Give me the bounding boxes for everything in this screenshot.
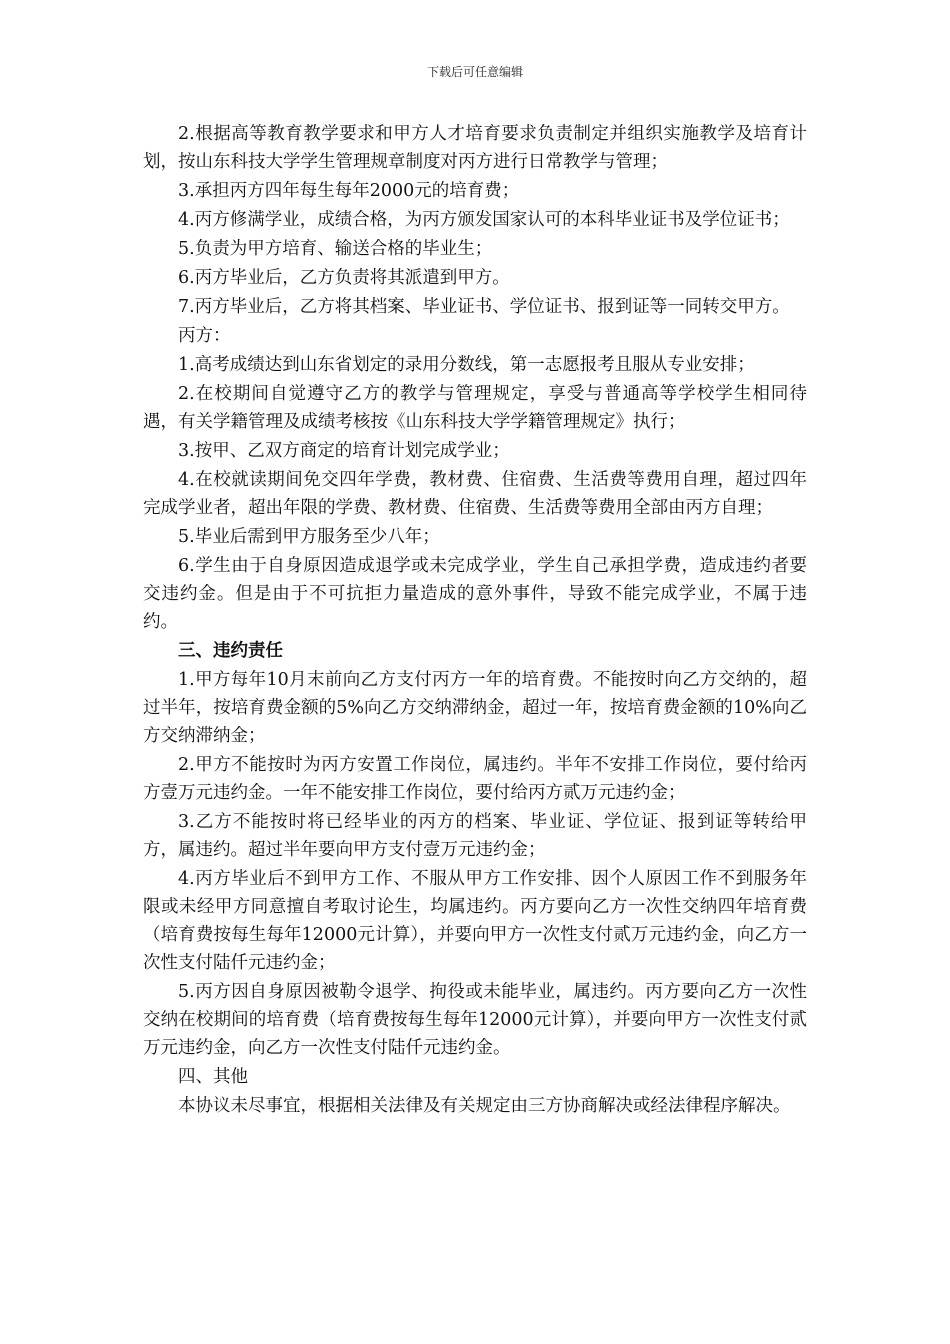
section-other-heading: 四、其他: [178, 1067, 248, 1087]
paragraph-yi-5: 5.负责为甲方培育、输送合格的毕业生；: [178, 239, 493, 259]
paragraph-yi-6: 6.丙方毕业后，乙方负责将其派遣到甲方。: [178, 268, 510, 288]
paragraph-bing-4: 4.在校就读期间免交四年学费，教材费、住宿费、生活费等费用自理，超过四年完成学业者，超出年限的学费、教材费、住宿费、生活费等费用全部由丙方自理；: [143, 470, 807, 518]
paragraph-bing-1: 1.高考成绩达到山东省划定的录用分数线，第一志愿报考且服从专业安排；: [178, 355, 755, 375]
paragraph-breach-3: 3.乙方不能按时将已经毕业的丙方的档案、毕业证、学位证、报到证等转给甲方，属违约。超过半年要向甲方支付壹万元违约金；: [143, 812, 807, 860]
section-bing-heading: 丙方：: [178, 326, 231, 346]
page-header: 下载后可任意编辑: [426, 65, 523, 79]
paragraph-breach-2: 2.甲方不能按时为丙方安置工作岗位，属违约。半年不安排工作岗位，要付给丙方壹万元违约金。一年不能安排工作岗位，要付给丙方贰万元违约金；: [143, 755, 807, 803]
paragraph-breach-4: 4.丙方毕业后不到甲方工作、不服从甲方工作安排、因个人原因工作不到服务年限或未经甲方同意擅自考取讨论生，均属违约。丙方要向乙方一次性交纳四年培育费（培育费按每生每年12000元计算），并要向甲方一次性支付贰万元违约金，向乙方一次性支付陆仟元违约金；: [143, 869, 807, 973]
section-breach-heading: 三、违约责任: [178, 641, 283, 661]
paragraph-bing-2: 2.在校期间自觉遵守乙方的教学与管理规定，享受与普通高等学校学生相同待遇，有关学籍管理及成绩考核按《山东科技大学学籍管理规定》执行；: [143, 384, 807, 432]
paragraph-bing-6: 6.学生由于自身原因造成退学或未完成学业，学生自己承担学费，造成违约者要交违约金。但是由于不可抗拒力量造成的意外事件，导致不能完成学业，不属于违约。: [143, 556, 807, 632]
document-body: [143, 120, 807, 1121]
paragraph-bing-3: 3.按甲、乙双方商定的培育计划完成学业；: [178, 441, 510, 461]
paragraph-yi-4: 4.丙方修满学业，成绩合格，为丙方颁发国家认可的本科毕业证书及学位证书；: [178, 210, 790, 230]
paragraph-other-1: 本协议未尽事宜，根据相关法律及有关规定由三方协商解决或经法律程序解决。: [178, 1096, 791, 1116]
paragraph-breach-5: 5.丙方因自身原因被勒令退学、拘役或未能毕业，属违约。丙方要向乙方一次性交纳在校期间的培育费（培育费按每生每年12000元计算），并要向甲方一次性支付贰万元违约金，向乙方一次性支付陆仟元违约金。: [143, 982, 807, 1058]
paragraph-yi-2: 2.根据高等教育教学要求和甲方人才培育要求负责制定并组织实施教学及培育计划，按山东科技大学学生管理规章制度对丙方进行日常教学与管理；: [143, 124, 807, 172]
paragraph-yi-3: 3.承担丙方四年每生每年2000元的培育费；: [178, 181, 520, 201]
paragraph-breach-1: 1.甲方每年10月末前向乙方支付丙方一年的培育费。不能按时向乙方交纳的，超过半年，按培育费金额的5%向乙方交纳滞纳金，超过一年，按培育费金额的10%向乙方交纳滞纳金；: [143, 670, 807, 746]
paragraph-yi-7: 7.丙方毕业后，乙方将其档案、毕业证书、学位证书、报到证等一同转交甲方。: [178, 297, 790, 317]
paragraph-bing-5: 5.毕业后需到甲方服务至少八年；: [178, 527, 440, 547]
